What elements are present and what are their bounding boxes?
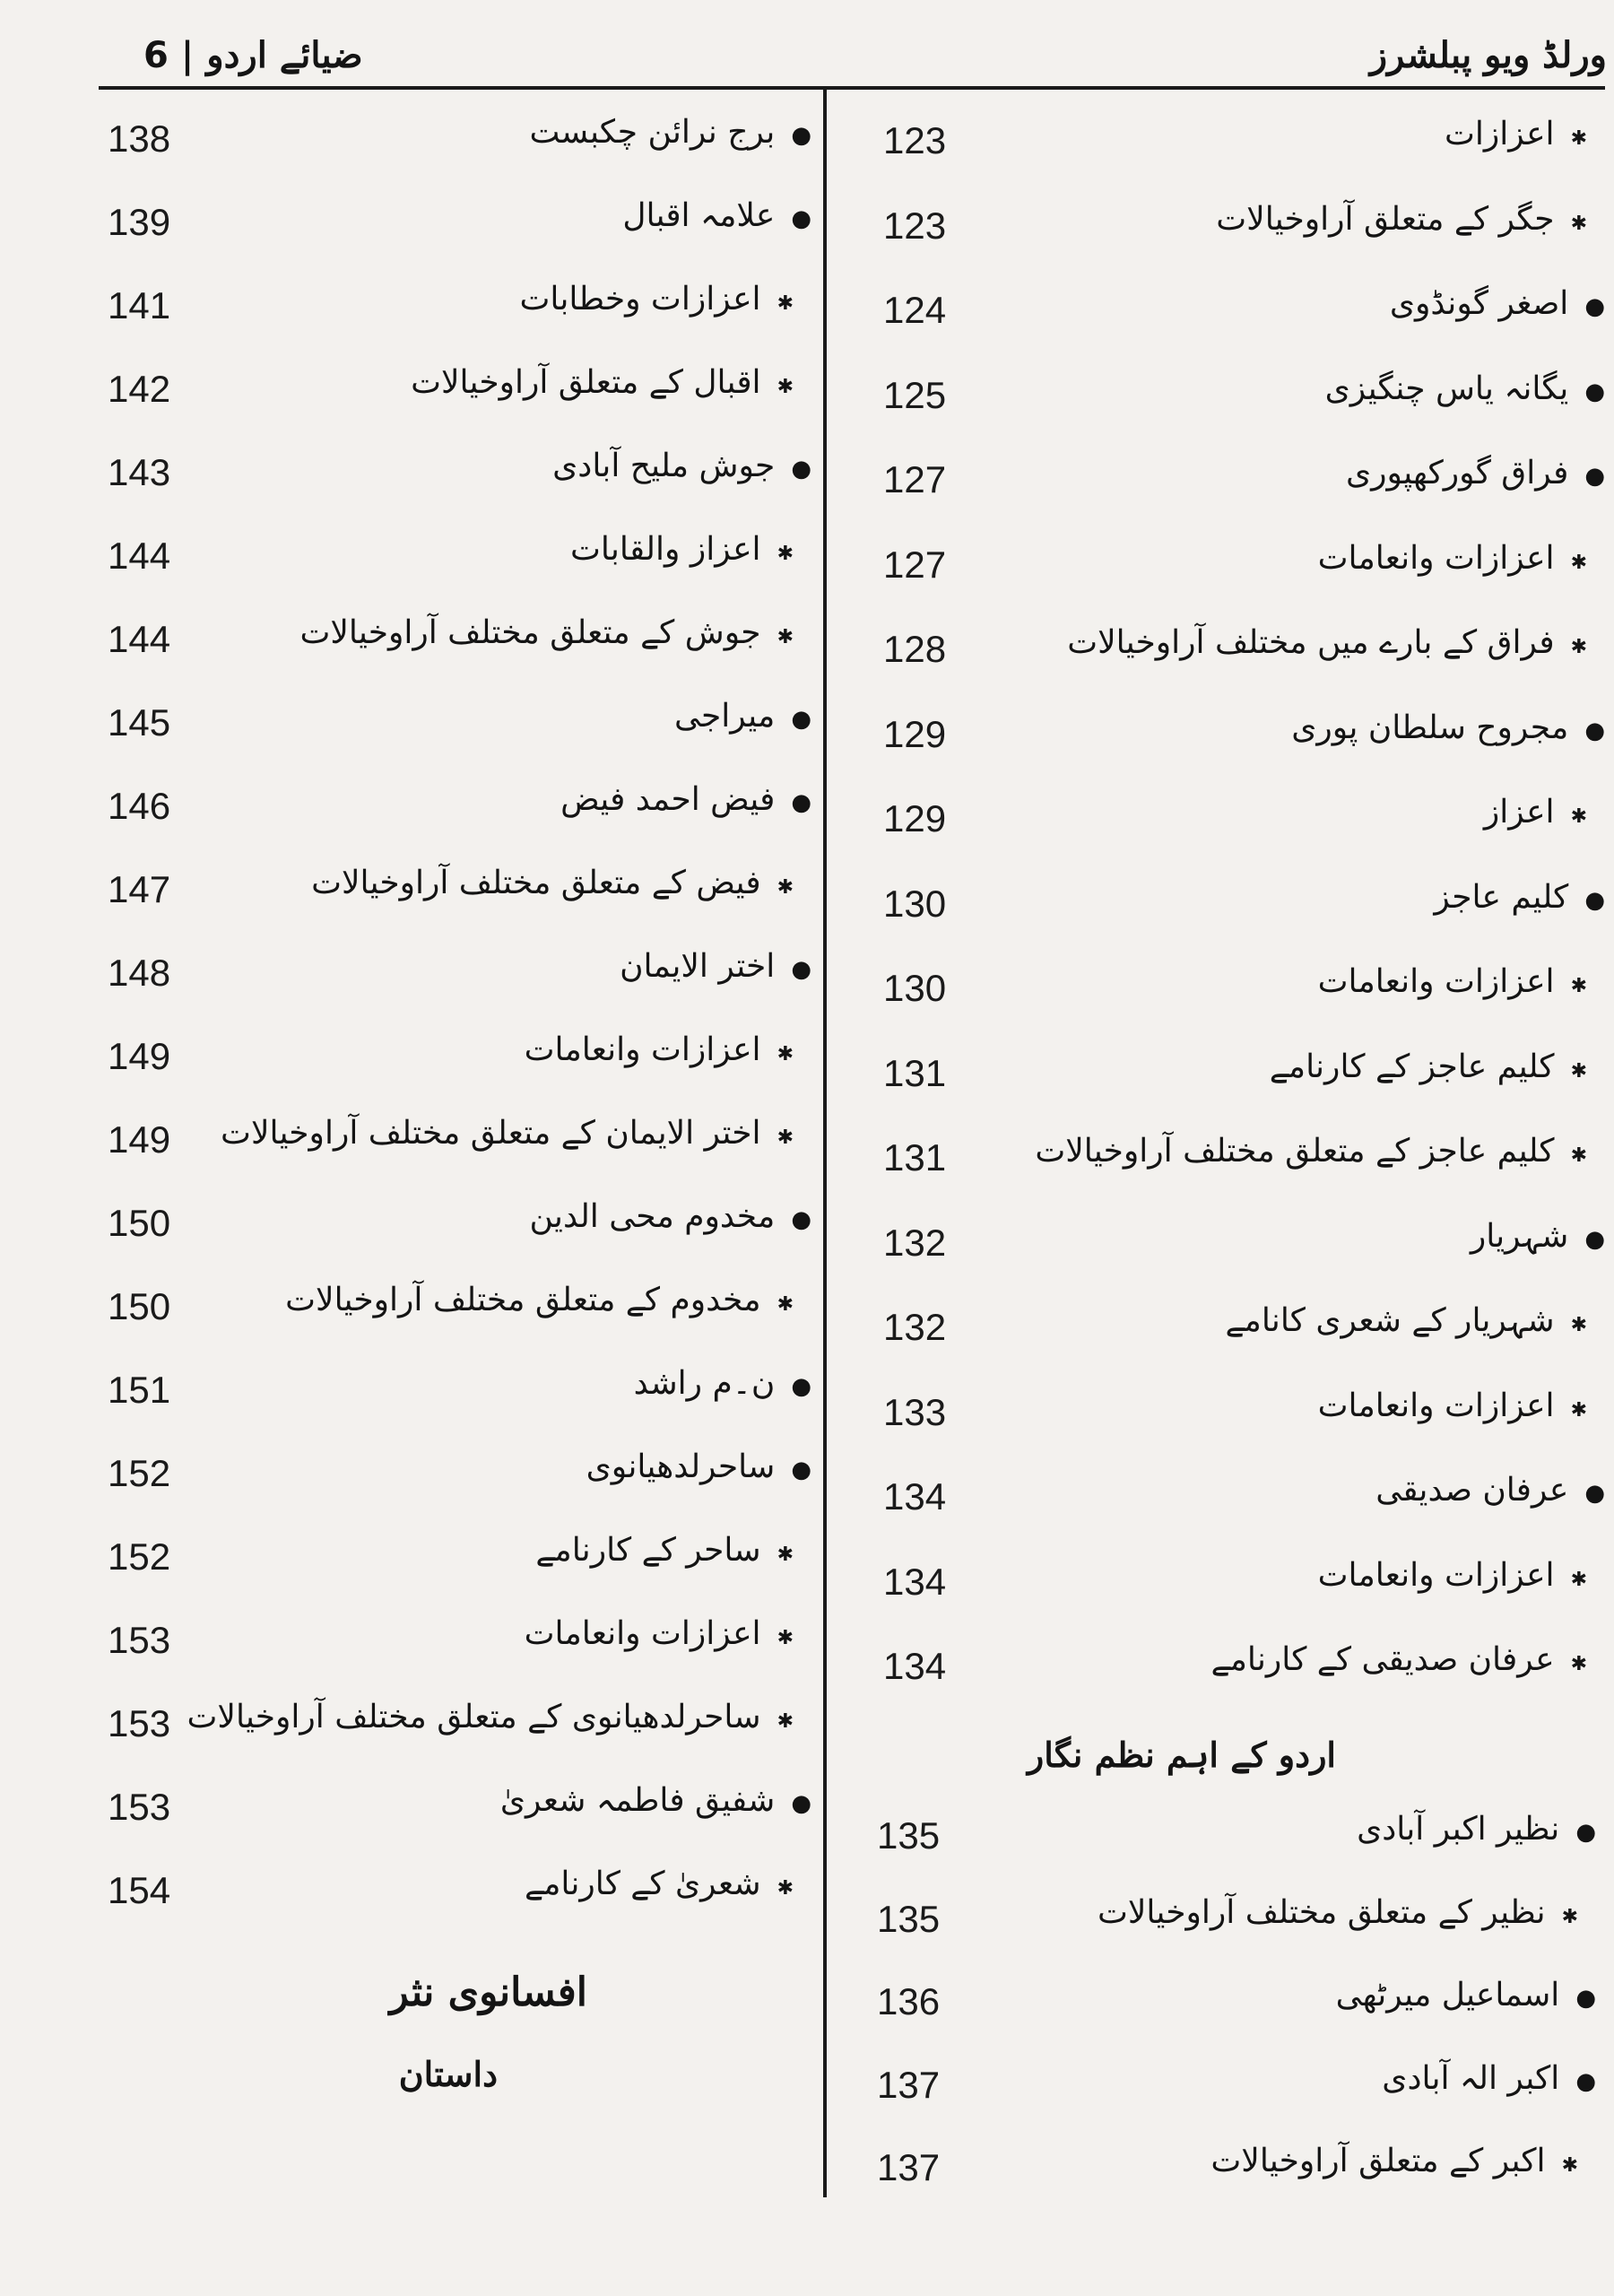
sub-bullet-icon: ✱ — [1570, 212, 1587, 235]
toc-entry-text: ساحر کے کارنامے — [535, 1532, 761, 1569]
toc-page-number: 127 — [883, 458, 947, 500]
sub-bullet-icon: ✱ — [777, 1126, 794, 1149]
toc-page-number: 131 — [883, 1051, 947, 1094]
toc-entry — [524, 1031, 794, 1068]
sub-bullet-icon: ✱ — [777, 1710, 794, 1733]
toc-entry — [525, 1868, 794, 1900]
toc-page-number: 139 — [108, 201, 171, 243]
toc-entry — [529, 114, 811, 151]
sub-bullet-icon: ✱ — [777, 292, 794, 315]
toc-entry-text: شہریار — [1470, 1217, 1569, 1255]
toc-entry — [535, 1532, 794, 1569]
sub-bullet-icon: ✱ — [1570, 551, 1587, 574]
sub-bullet-icon: ✱ — [1570, 805, 1587, 828]
toc-page-number: 137 — [877, 2063, 941, 2106]
toc-entry-text: عرفان صدیقی کے کارنامے — [1210, 1641, 1555, 1678]
toc-page-number: 145 — [108, 701, 171, 744]
bullet-icon: ● — [791, 956, 811, 983]
toc-entry — [1484, 796, 1587, 829]
toc-page-number: 153 — [108, 1786, 171, 1828]
toc-entry-text: جوش کے متعلق مختلف آراوخیالات — [299, 614, 761, 651]
toc-entry — [519, 283, 794, 316]
bullet-icon: ● — [791, 456, 811, 483]
toc-entry-text: اعزازات وانعامات — [1317, 1556, 1555, 1594]
toc-entry-text: اقبال کے متعلق آراوخیالات — [411, 364, 761, 401]
sub-bullet-icon: ✱ — [777, 626, 794, 648]
toc-entry-text: اسماعیل میرٹھی — [1335, 1977, 1560, 2013]
toc-entry — [1097, 1893, 1578, 1931]
toc-page-number: 151 — [108, 1369, 171, 1411]
toc-page-number: 138 — [108, 117, 171, 160]
toc-entry-text: اعزازات — [1444, 116, 1555, 152]
toc-entry — [674, 700, 811, 733]
toc-entry-text: شعریٰ کے کارنامے — [525, 1866, 761, 1902]
sub-bullet-icon: ✱ — [1570, 1568, 1587, 1591]
toc-entry-text: اعزازات وانعامات — [524, 1615, 761, 1652]
sub-bullet-icon: ✱ — [1570, 1398, 1587, 1422]
toc-page-number: 136 — [877, 1980, 941, 2022]
toc-entry-text: مخدوم کے متعلق مختلف آراوخیالات — [285, 1282, 761, 1318]
bullet-icon: ● — [1584, 1225, 1605, 1253]
toc-page-number: 132 — [883, 1306, 947, 1348]
header-separator: | — [168, 34, 195, 76]
toc-entry-text: جوش ملیح آبادی — [552, 448, 776, 484]
toc-entry-text: فراق گورکھپوری — [1345, 455, 1569, 491]
toc-entry — [299, 614, 794, 651]
toc-entry-text: ساحرلدھیانوی — [586, 1448, 776, 1485]
toc-entry — [1269, 1048, 1587, 1085]
bullet-icon: ● — [791, 1790, 811, 1817]
toc-entry-text: اعزازات وانعامات — [524, 1031, 761, 1068]
toc-entry — [569, 531, 794, 568]
toc-entry — [1317, 1387, 1587, 1424]
toc-page-number: 124 — [883, 289, 947, 331]
toc-entry — [560, 781, 811, 818]
toc-page-number: 152 — [108, 1535, 171, 1578]
sub-bullet-icon: ✱ — [777, 1544, 794, 1566]
toc-entry-text: اعزازات وانعامات — [1317, 963, 1555, 1000]
sub-bullet-icon: ✱ — [777, 376, 794, 398]
toc-entry-text: برج نرائن چکبست — [529, 114, 776, 151]
bullet-icon: ● — [1584, 293, 1605, 320]
toc-entry-text: ن۔م راشد — [633, 1365, 776, 1402]
toc-entry-text: اعزازات وخطابات — [519, 281, 761, 317]
toc-entry-text: میراجی — [674, 698, 776, 735]
toc-entry — [1210, 1641, 1587, 1678]
right-section-heading: اردو کے اہم نظم نگار — [1027, 1735, 1336, 1775]
toc-entry-text: اصغر گونڈوی — [1389, 285, 1569, 322]
toc-entry-text: اختر الایمان — [620, 948, 776, 985]
toc-entry-text: اکبر کے متعلق آراوخیالات — [1210, 2143, 1546, 2179]
bullet-icon: ● — [791, 205, 811, 232]
toc-entry — [1375, 1474, 1605, 1507]
toc-page-number: 144 — [108, 535, 171, 577]
toc-entry-text: فیض احمد فیض — [560, 781, 776, 818]
sub-bullet-icon: ✱ — [777, 1293, 794, 1316]
sub-bullet-icon: ✱ — [1561, 1905, 1578, 1928]
toc-entry — [1445, 118, 1587, 151]
toc-entry-text: عرفان صدیقی — [1375, 1472, 1569, 1509]
toc-entry — [620, 948, 811, 985]
toc-entry — [552, 450, 811, 483]
toc-entry-text: جگر کے متعلق آراوخیالات — [1216, 200, 1555, 238]
sub-bullet-icon: ✱ — [777, 1877, 794, 1900]
toc-entry — [499, 1782, 811, 1819]
toc-page-number: 128 — [883, 628, 947, 670]
toc-page-number: 132 — [883, 1221, 947, 1264]
sub-bullet-icon: ✱ — [1570, 1653, 1587, 1675]
bullet-icon: ● — [1575, 1985, 1596, 2012]
toc-entry — [1291, 709, 1605, 746]
toc-entry — [187, 1701, 794, 1734]
toc-entry-text: نظیر اکبر آبادی — [1357, 1811, 1560, 1848]
toc-page-number: 123 — [883, 119, 947, 161]
bullet-icon: ● — [791, 1206, 811, 1233]
bullet-icon: ● — [1575, 1819, 1596, 1846]
sub-bullet-icon: ✱ — [1570, 1314, 1587, 1336]
bullet-icon: ● — [791, 789, 811, 816]
sub-bullet-icon: ✱ — [777, 1627, 794, 1649]
running-header — [143, 34, 363, 76]
toc-entry — [524, 1615, 794, 1652]
bullet-icon: ● — [1584, 463, 1605, 490]
sub-bullet-icon: ✱ — [777, 876, 794, 899]
toc-entry — [1210, 2145, 1578, 2178]
toc-entry-text: اکبر الہ آبادی — [1382, 2059, 1560, 2097]
toc-entry — [1470, 1217, 1605, 1255]
toc-entry — [586, 1448, 811, 1485]
toc-page-number: 133 — [883, 1390, 947, 1433]
toc-page-number: 141 — [108, 284, 171, 326]
toc-entry-text: شہریار کے شعری کانامے — [1225, 1302, 1555, 1339]
toc-page-number: 137 — [877, 2146, 941, 2188]
toc-page-number: 134 — [883, 1645, 947, 1687]
toc-entry — [1336, 1979, 1596, 2012]
toc-entry — [1225, 1302, 1587, 1339]
toc-entry — [1434, 878, 1605, 916]
toc-page-number: 149 — [108, 1118, 171, 1161]
toc-page-number: 131 — [883, 1136, 947, 1178]
toc-entry-text: یگانہ یاس چنگیزی — [1324, 370, 1569, 407]
sub-bullet-icon: ✱ — [1570, 636, 1587, 658]
bullet-icon: ● — [1584, 378, 1605, 405]
toc-entry-text: علامہ اقبال — [622, 197, 776, 234]
toc-entry — [1346, 457, 1605, 490]
toc-page-number: 130 — [883, 882, 947, 925]
toc-entry — [1357, 1813, 1596, 1846]
toc-entry-text: فیض کے متعلق مختلف آراوخیالات — [311, 865, 761, 901]
sub-bullet-icon: ✱ — [1570, 127, 1587, 150]
left-section-heading: افسانوی نثر — [389, 1970, 587, 2015]
toc-entry — [1216, 200, 1587, 238]
toc-page-number: 153 — [108, 1619, 171, 1661]
toc-page-number: 148 — [108, 952, 171, 994]
toc-page-number: 142 — [108, 368, 171, 410]
left-section-subheading: داستان — [398, 2054, 498, 2094]
toc-page-number: 154 — [108, 1869, 171, 1911]
toc-entry-text: مجروح سلطان پوری — [1291, 709, 1569, 746]
toc-entry-text: فراق کے بارے میں مختلف آراوخیالات — [1067, 624, 1555, 661]
toc-page-number: 130 — [883, 967, 947, 1009]
toc-page-number: 150 — [108, 1285, 171, 1327]
toc-entry — [1382, 2059, 1596, 2097]
sub-bullet-icon: ✱ — [1570, 975, 1587, 997]
toc-page-number: 134 — [883, 1475, 947, 1518]
toc-entry-text: کلیم عاجز — [1434, 878, 1569, 916]
toc-page-number: 149 — [108, 1035, 171, 1077]
sub-bullet-icon: ✱ — [1561, 2154, 1578, 2177]
sub-bullet-icon: ✱ — [1570, 1059, 1587, 1083]
bullet-icon: ● — [1584, 886, 1605, 914]
toc-page-number: 125 — [883, 373, 947, 416]
toc-entry — [1067, 624, 1587, 661]
toc-entry — [1317, 963, 1587, 1000]
sub-bullet-icon: ✱ — [777, 1043, 794, 1065]
toc-entry — [1317, 1556, 1587, 1594]
toc-entry-text: شفیق فاطمہ شعریٰ — [499, 1782, 776, 1819]
toc-entry — [411, 364, 794, 401]
bullet-icon: ● — [1584, 1480, 1605, 1507]
toc-entry-text: مخدوم محی الدین — [529, 1198, 776, 1235]
bullet-icon: ● — [791, 1373, 811, 1400]
header-rule — [99, 86, 1605, 90]
bullet-icon: ● — [791, 122, 811, 149]
toc-entry-text: کلیم عاجز کے متعلق مختلف آراوخیالات — [1035, 1133, 1555, 1170]
bullet-icon: ● — [791, 706, 811, 733]
toc-page-number: 144 — [108, 618, 171, 660]
column-divider — [823, 90, 827, 2197]
toc-page-number: 143 — [108, 451, 171, 493]
bullet-icon: ● — [791, 1457, 811, 1483]
toc-entry — [1389, 285, 1605, 322]
toc-entry-text: ساحرلدھیانوی کے متعلق مختلف آراوخیالات — [187, 1699, 761, 1735]
toc-entry — [529, 1198, 811, 1235]
toc-page-number: 134 — [883, 1560, 947, 1603]
toc-entry — [1317, 539, 1587, 577]
toc-entry-text: کلیم عاجز کے کارنامے — [1269, 1048, 1555, 1085]
bullet-icon: ● — [1575, 2067, 1596, 2095]
toc-entry — [221, 1115, 794, 1152]
toc-page-number: 153 — [108, 1702, 171, 1744]
toc-page-number: 147 — [108, 868, 171, 910]
toc-entry-text: اعزاز — [1483, 794, 1555, 831]
toc-page-number: 129 — [883, 712, 947, 755]
toc-entry-text: اعزازات وانعامات — [1317, 1387, 1555, 1424]
sub-bullet-icon: ✱ — [1570, 1144, 1587, 1167]
toc-entry-text: نظیر کے متعلق مختلف آراوخیالات — [1097, 1893, 1546, 1931]
publisher-name: ورلڈ ویو پبلشرز — [1369, 34, 1607, 76]
toc-entry — [1035, 1135, 1587, 1168]
toc-entry — [285, 1284, 794, 1317]
book-title: ضیائے اردو — [206, 34, 363, 76]
toc-page-number: 129 — [883, 797, 947, 839]
page-number: 6 — [143, 35, 169, 76]
toc-page-number: 152 — [108, 1452, 171, 1494]
toc-entry — [1324, 370, 1605, 407]
toc-entry-text: اختر الایمان کے متعلق مختلف آراوخیالات — [221, 1115, 761, 1152]
sub-bullet-icon: ✱ — [777, 543, 794, 565]
bullet-icon: ● — [1584, 717, 1605, 744]
toc-entry — [311, 867, 794, 900]
toc-page-number: 135 — [877, 1897, 941, 1940]
toc-entry-text: اعزازات وانعامات — [1317, 539, 1555, 577]
toc-page-number: 146 — [108, 785, 171, 827]
toc-entry — [633, 1365, 811, 1402]
toc-page-number: 127 — [883, 543, 947, 586]
toc-entry — [622, 197, 811, 234]
toc-page-number: 123 — [883, 204, 947, 247]
toc-page-number: 150 — [108, 1202, 171, 1244]
toc-page-number: 135 — [877, 1814, 941, 1857]
toc-entry-text: اعزاز والقابات — [569, 531, 761, 568]
